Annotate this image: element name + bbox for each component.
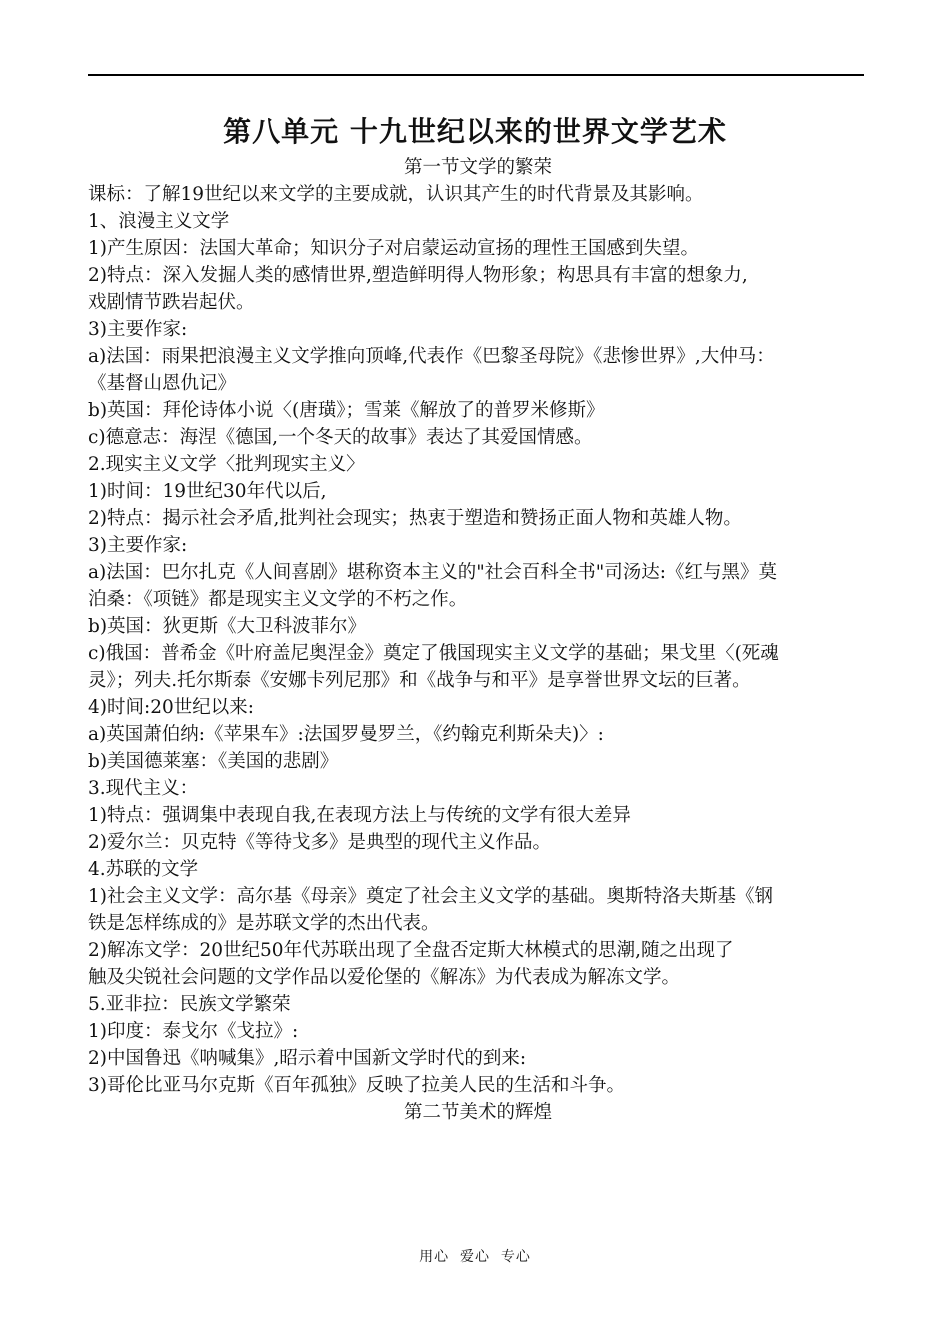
section-heading: 第二节美术的辉煌 bbox=[403, 1102, 552, 1123]
text-line: b)英国：拜伦诗体小说〈(唐璜》；雪莱《解放了的普罗米修斯》 bbox=[88, 400, 605, 421]
text-line: 1)时间：19世纪30年代以后, bbox=[88, 481, 327, 502]
text-line: 1)社会主义文学：高尔基《母亲》奠定了社会主义文学的基础。奥斯特洛夫斯基《钢 bbox=[88, 886, 773, 907]
text-line: a)法国：巴尔扎克《人间喜剧》堪称资本主义的"社会百科全书"司汤达:《红与黑》莫 bbox=[88, 562, 778, 583]
text-line: 《基督山恩仇记》 bbox=[88, 373, 237, 394]
text-line: 课标：了解19世纪以来文学的主要成就，认识其产生的时代背景及其影响。 bbox=[88, 184, 704, 205]
text-line: 2.现实主义文学〈批判现实主义〉 bbox=[88, 454, 365, 475]
text-line: c)德意志：海涅《德国,一个冬天的故事》表达了其爱国情感。 bbox=[88, 427, 593, 448]
section-heading: 第一节文学的繁荣 bbox=[403, 157, 552, 178]
text-line: 灵》；列夫.托尔斯泰《安娜卡列尼那》和《战争与和平》是享誉世界文坛的巨著。 bbox=[88, 670, 751, 691]
text-line: 2)特点：深入发掘人类的感情世界,塑造鲜明得人物形象；构思具有丰富的想象力, bbox=[88, 265, 748, 286]
text-line: 1、浪漫主义文学 bbox=[88, 211, 230, 232]
text-line: 1)特点：强调集中表现自我,在表现方法上与传统的文学有很大差异 bbox=[88, 805, 631, 826]
page-title: 第八单元 十九世纪以来的世界文学艺术 bbox=[223, 115, 727, 148]
text-line: 2)中国鲁迅《呐喊集》,昭示着中国新文学时代的到来: bbox=[88, 1048, 527, 1069]
text-line: 4)时间:20世纪以来: bbox=[88, 697, 254, 718]
text-line: 4.苏联的文学 bbox=[88, 859, 199, 880]
text-line: c)俄国：普希金《叶府盖尼奥涅金》奠定了俄国现实主义文学的基础；果戈里〈(死魂 bbox=[88, 643, 779, 664]
text-line: 3)主要作家: bbox=[88, 535, 188, 556]
document-body bbox=[88, 154, 868, 1126]
text-line: 2)解冻文学：20世纪50年代苏联出现了全盘否定斯大林模式的思潮,随之出现了 bbox=[88, 940, 734, 961]
text-line: 泊桑：《项链》都是现实主义文学的不朽之作。 bbox=[88, 589, 468, 610]
text-line: 3.现代主义： bbox=[88, 778, 199, 799]
text-line: 2)特点：揭示社会矛盾,批判社会现实；热衷于塑造和赞扬正面人物和英雄人物。 bbox=[88, 508, 742, 529]
text-line: 1)产生原因：法国大革命；知识分子对启蒙运动宣扬的理性王国感到失望。 bbox=[88, 238, 699, 259]
page-footer: 用心 爱心 专心 bbox=[419, 1249, 531, 1265]
text-line: 2)爱尔兰：贝克特《等待戈多》是典型的现代主义作品。 bbox=[88, 832, 551, 853]
text-line: b)美国德莱塞：《美国的悲剧》 bbox=[88, 751, 339, 772]
text-line: 触及尖锐社会问题的文学作品以爱伦堡的《解冻》为代表成为解冻文学。 bbox=[88, 967, 681, 988]
text-line: 1)印度：泰戈尔《戈拉》: bbox=[88, 1021, 299, 1042]
text-line: 5.亚非拉：民族文学繁荣 bbox=[88, 994, 291, 1015]
text-line: 3)主要作家: bbox=[88, 319, 188, 340]
text-line: b)英国：狄更斯《大卫科波菲尔》 bbox=[88, 616, 367, 637]
text-line: 铁是怎样练成的》是苏联文学的杰出代表。 bbox=[88, 913, 440, 934]
text-line: a)英国萧伯纳:《苹果车》:法国罗曼罗兰，《约翰克利斯朵夫)〉: bbox=[88, 724, 604, 745]
text-line: a)法国：雨果把浪漫主义文学推向顶峰,代表作《巴黎圣母院》《悲惨世界》,大仲马： bbox=[88, 346, 775, 367]
header-rule bbox=[88, 74, 864, 76]
text-line: 3)哥伦比亚马尔克斯《百年孤独》反映了拉美人民的生活和斗争。 bbox=[88, 1075, 625, 1096]
text-line: 戏剧情节跌岩起伏。 bbox=[88, 292, 255, 313]
